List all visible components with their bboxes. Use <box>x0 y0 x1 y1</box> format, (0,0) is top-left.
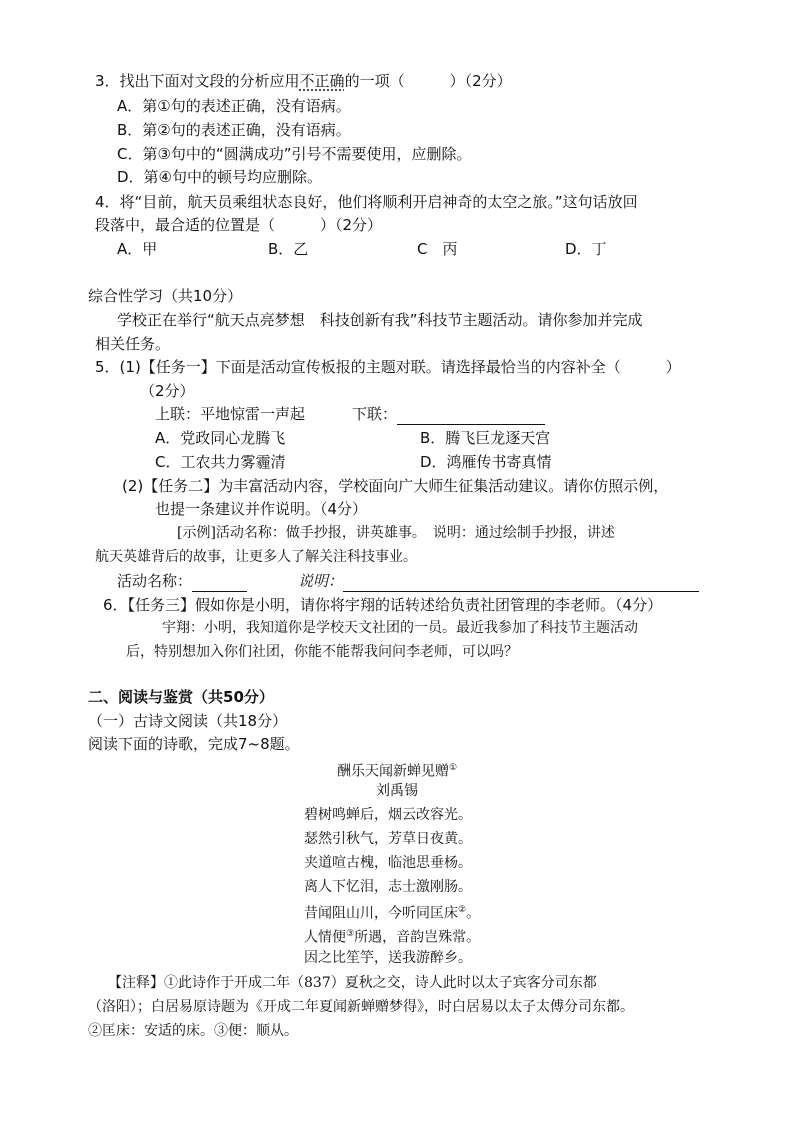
q5-option-c: C．工农共力雾霾清 <box>155 453 286 471</box>
q5-option-b: B．腾飞巨龙逐天宫 <box>420 429 551 447</box>
q5-part1-stem: 5．(1)【任务一】下面是活动宣传板报的主题对联。请选择最恰当的内容补全（ ） <box>95 358 681 376</box>
section2-subtitle: （一）古诗文阅读（共18分） <box>88 712 288 730</box>
q3-stem: 3．找出下面对文段的分析应用不正确的一项（ ）（2分） <box>95 72 512 90</box>
q5-example-line1: [示例]活动名称：做手抄报，讲英雄事。 说明：通过绘制手抄报，讲述 <box>177 525 615 541</box>
q5-option-d: D．鸿雁传书寄真情 <box>420 453 552 471</box>
poem-line-3: 夹道喧古槐，临池思垂杨。 <box>304 855 472 871</box>
q4-stem-line2: 段落中，最合适的位置是（ ）（2分） <box>95 216 383 234</box>
couplet-lower: 下联： <box>352 403 545 425</box>
comp-intro-line1: 学校正在举行“航天点亮梦想 科技创新有我”科技节主题活动。请你参加并完成 <box>117 311 643 329</box>
poem-line-1: 碧树鸣蝉后，烟云改容光。 <box>304 807 472 823</box>
q3-option-c: C．第③句中的“圆满成功”引号不需要使用，应删除。 <box>117 145 472 163</box>
note-line-2: （洛阳）；白居易原诗题为《开成二年夏闻新蝉赠梦得》，时白居易以太子太傅分司东都。 <box>88 999 634 1015</box>
q4-option-a: A．甲 <box>117 240 158 258</box>
q3-option-a: A．第①句的表述正确，没有语病。 <box>117 97 351 115</box>
q3-option-d: D．第④句中的顿号均应删除。 <box>117 168 322 186</box>
activity-name-blank[interactable] <box>192 573 247 592</box>
q4-option-b: B．乙 <box>268 240 309 258</box>
comp-title: 综合性学习（共10分） <box>88 287 243 305</box>
poem-line-5: 昔闻阻山川，今听同匡床②。 <box>304 905 481 922</box>
explain-blank[interactable] <box>343 573 699 592</box>
q4-option-c: C 丙 <box>417 240 458 258</box>
q6-stem: 6．【任务三】假如你是小明，请你将宇翔的话转述给负责社团管理的李老师。（4分） <box>103 596 663 614</box>
section2-title: 二、阅读与鉴赏（共50分） <box>88 688 274 706</box>
poem-author: 刘禹锡 <box>376 783 418 799</box>
poem-line-6: 人情便③所遇，音韵岂殊常。 <box>304 929 481 946</box>
q6-quote-line1: 宇翔：小明，我知道你是学校天文社团的一员。最近我参加了科技节主题活动 <box>162 620 638 636</box>
note-line-1: 【注释】①此诗作于开成二年（837）夏秋之交，诗人此时以太子宾客分司东都 <box>108 975 597 991</box>
poem-title: 酬乐天闻新蝉见赠① <box>336 763 458 780</box>
explain-row: 说明： <box>298 570 699 592</box>
q5-part2-stem-line1: (2)【任务二】为丰富活动内容，学校面向广大师生征集活动建议。请你仿照示例， <box>122 477 669 495</box>
q5-option-a: A．党政同心龙腾飞 <box>155 429 286 447</box>
poem-line-4: 离人下忆泪，志士激刚肠。 <box>304 879 472 895</box>
q5-example-line2: 航天英雄背后的故事，让更多人了解关注科技事业。 <box>95 549 417 565</box>
emphasis-dots: 不正确 <box>299 72 345 90</box>
q5-part1-score: （2分） <box>140 382 195 400</box>
q4-option-d: D．丁 <box>565 240 607 258</box>
activity-name-row: 活动名称： <box>117 570 247 592</box>
q3-option-b: B．第②句的表述正确，没有语病。 <box>117 121 351 139</box>
couplet-upper: 上联：平地惊雷一声起 <box>155 405 306 423</box>
section2-instruction: 阅读下面的诗歌，完成7~8题。 <box>88 735 300 753</box>
note-line-3: ②匡床：安适的床。③便：顺从。 <box>88 1023 298 1039</box>
q6-quote-line2: 后，特别想加入你们社团，你能不能帮我问问李老师，可以吗？ <box>126 644 518 660</box>
comp-intro-line2: 相关任务。 <box>95 335 171 353</box>
poem-line-7: 因之比笙竽，送我游醉乡。 <box>304 950 472 966</box>
q5-part2-stem-line2: 也提一条建议并作说明。（4分） <box>155 500 368 518</box>
poem-line-2: 瑟然引秋气，芳草日夜黄。 <box>304 831 472 847</box>
q4-stem-line1: 4．将“目前，航天员乘组状态良好，他们将顺利开启神奇的太空之旅。”这句话放回 <box>95 193 638 211</box>
couplet-lower-blank[interactable] <box>397 406 545 425</box>
